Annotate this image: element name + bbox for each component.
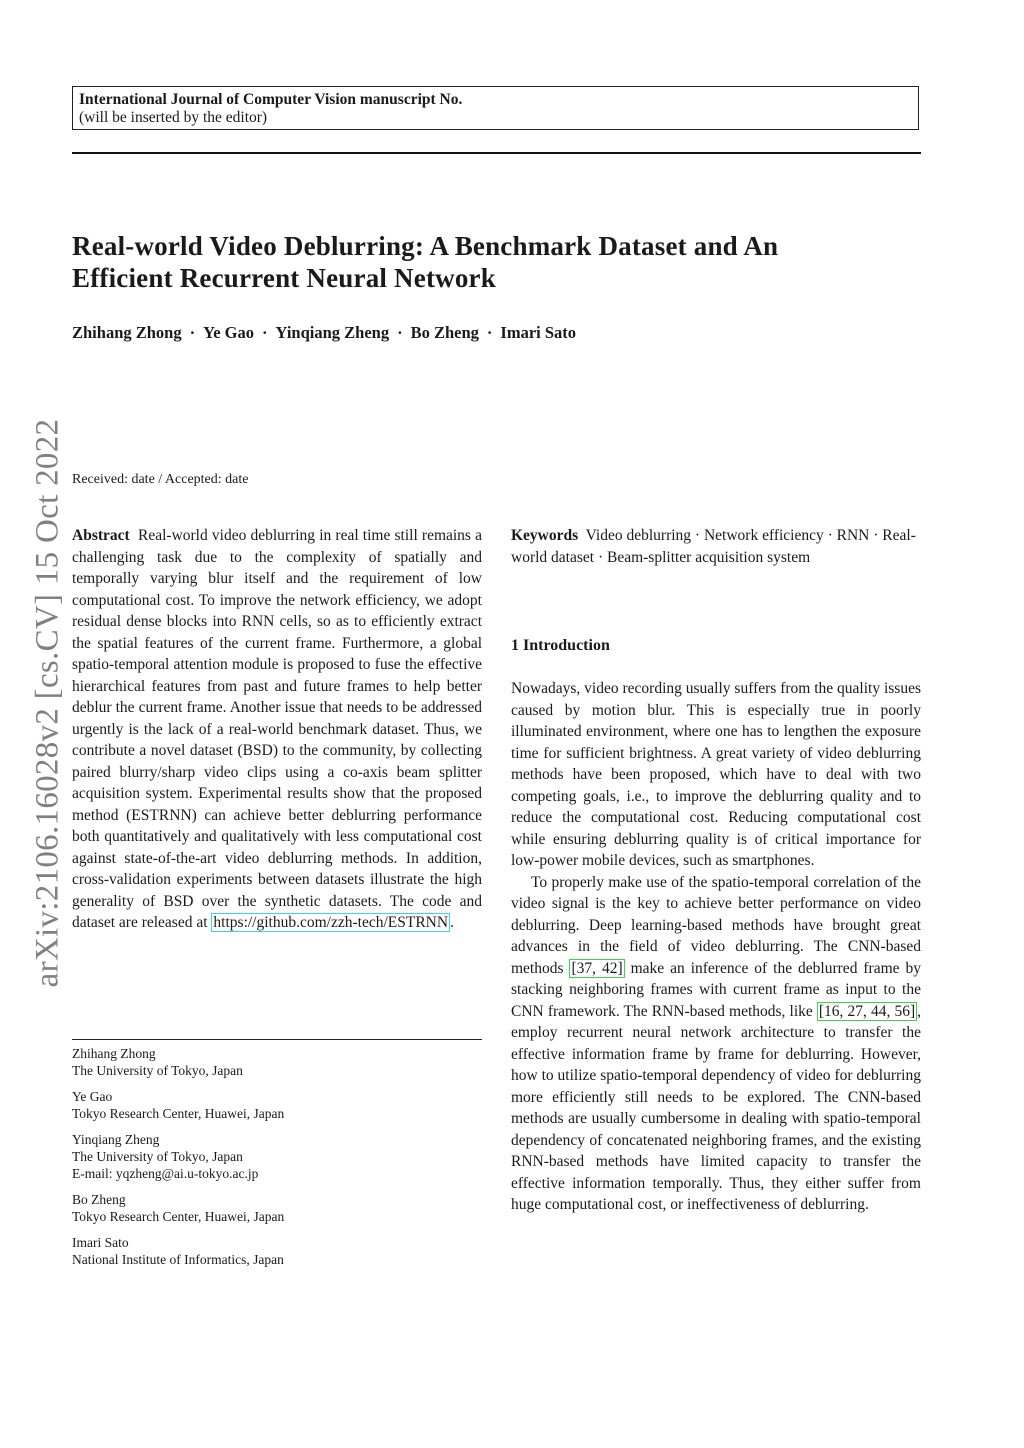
affiliation-name: Ye Gao: [72, 1089, 113, 1104]
header-rule: [72, 152, 921, 154]
affiliation-entry: [72, 1088, 482, 1122]
arxiv-identifier: arXiv:2106.16028v2 [cs.CV] 15 Oct 2022: [29, 418, 66, 988]
author-separator: ·: [189, 323, 196, 342]
keywords-label: Keywords: [511, 527, 579, 544]
affiliation-institution: The University of Tokyo, Japan: [72, 1149, 243, 1164]
affiliation-entry: [72, 1191, 482, 1225]
affiliation-name: Zhihang Zhong: [72, 1046, 156, 1061]
intro-text: , employ recurrent neural network architecture to transfer the effective information frame by frame for deblurring. However, how to utilize spatio-temporal dependency of video for deblurring more efficiently still needs to be explored. The CNN-based methods are usually cumbersome in dealing with spatio-temporal dependency of concatenated neighboring frames, and the existing RNN-based methods have limited capacity to transfer the effective information temporally. Thus, they either suffer from huge computational cost, or ineffectiveness of deblurring.: [511, 1002, 921, 1213]
affiliation-entry: [72, 1131, 482, 1182]
author: Yinqiang Zheng: [275, 323, 390, 342]
intro-paragraph-2: [511, 872, 921, 1216]
intro-text: make an inference of the deblurred frame by stacking neighboring frames with current frame as input to the CNN framework. The RNN-based methods, like: [511, 959, 921, 1020]
abstract: [72, 525, 482, 934]
keywords: [511, 525, 921, 568]
author: Bo Zheng: [410, 323, 479, 342]
affiliation-institution: National Institute of Informatics, Japan: [72, 1252, 284, 1267]
affiliation-name: Yinqiang Zheng: [72, 1132, 160, 1147]
journal-editor-note: (will be inserted by the editor): [79, 109, 268, 126]
affiliation-institution: The University of Tokyo, Japan: [72, 1063, 243, 1078]
intro-paragraph-1: Nowadays, video recording usually suffers from the quality issues caused by motion blur. This is especially true in poorly illuminated environment, where one has to lengthen the exposure time for sufficient brightness. A great variety of video deblurring methods have been proposed, which have to deal with two competing goals, i.e., to improve the deblurring quality and to reduce the computational cost. Reducing computational cost while ensuring deblurring quality is of critical importance for low-power mobile devices, such as smartphones.: [511, 680, 921, 869]
author-separator: ·: [486, 323, 493, 342]
affiliations: [72, 1045, 482, 1277]
author-separator: ·: [262, 323, 268, 342]
author: Zhihang Zhong: [72, 323, 182, 342]
affiliation-institution: Tokyo Research Center, Huawei, Japan: [72, 1209, 285, 1224]
code-repository-link[interactable]: https://github.com/zzh-tech/ESTRNN: [213, 914, 449, 931]
keywords-text: Video deblurring · Network efficiency · RNN · Real-world dataset · Beam-splitter acquisition system: [511, 527, 916, 566]
citation-link[interactable]: [16, 27, 44, 56]: [818, 1002, 916, 1020]
citation-link[interactable]: [37, 42]: [571, 959, 623, 977]
section-heading: 1 Introduction: [511, 637, 610, 654]
footnote-rule: [72, 1039, 482, 1040]
introduction-body: [511, 678, 921, 1216]
author: Ye Gao: [203, 323, 254, 342]
title-line-2: Efficient Recurrent Neural Network: [72, 263, 496, 293]
abstract-text: Real-world video deblurring in real time still remains a challenging task due to the complexity of spatially and temporally varying blur itself and the requirement of low computational cost. To improve the network efficiency, we adopt residual dense blocks into RNN cells, so as to efficiently extract the spatial features of the current frame. Furthermore, a global spatio-temporal attention module is proposed to fuse the effective hierarchical features from past and future frames to help better deblur the current frame. Another issue that needs to be addressed urgently is the lack of a real-world benchmark dataset. Thus, we contribute a novel dataset (BSD) to the community, by collecting paired blurry/sharp video clips using a co-axis beam splitter acquisition system. Experimental results show that the proposed method (ESTRNN) can achieve better deblurring performance both quantitatively and qualitatively with less computational cost against state-of-the-art video deblurring methods. In addition, cross-validation experiments between datasets illustrate the high generality of BSD over the synthetic datasets. The code and dataset are released at: [72, 527, 483, 931]
author-separator: ·: [397, 323, 403, 342]
journal-header-box: [72, 86, 919, 130]
affiliation-entry: [72, 1234, 482, 1268]
affiliation-name: Imari Sato: [72, 1235, 129, 1250]
affiliation-entry: [72, 1045, 482, 1079]
abstract-end-punctuation: .: [450, 914, 454, 931]
journal-name: International Journal of Computer Vision manuscript No.: [79, 91, 463, 108]
intro-text: To properly make use of the spatio-temporal correlation of the video signal is the key to achieve better performance on video deblurring. Deep learning-based methods have brought great advances in the field of video deblurring. The CNN-based methods: [511, 873, 921, 977]
author-list: [72, 323, 576, 343]
affiliation-institution: Tokyo Research Center, Huawei, Japan: [72, 1106, 285, 1121]
affiliation-name: Bo Zheng: [72, 1192, 126, 1207]
title-line-1: Real-world Video Deblurring: A Benchmark Dataset and An: [72, 231, 779, 261]
abstract-label: Abstract: [72, 527, 130, 544]
paper-title: [72, 230, 952, 294]
affiliation-email: E-mail: yqzheng@ai.u-tokyo.ac.jp: [72, 1166, 259, 1181]
received-date: Received: date / Accepted: date: [72, 472, 249, 487]
author: Imari Sato: [500, 323, 577, 342]
